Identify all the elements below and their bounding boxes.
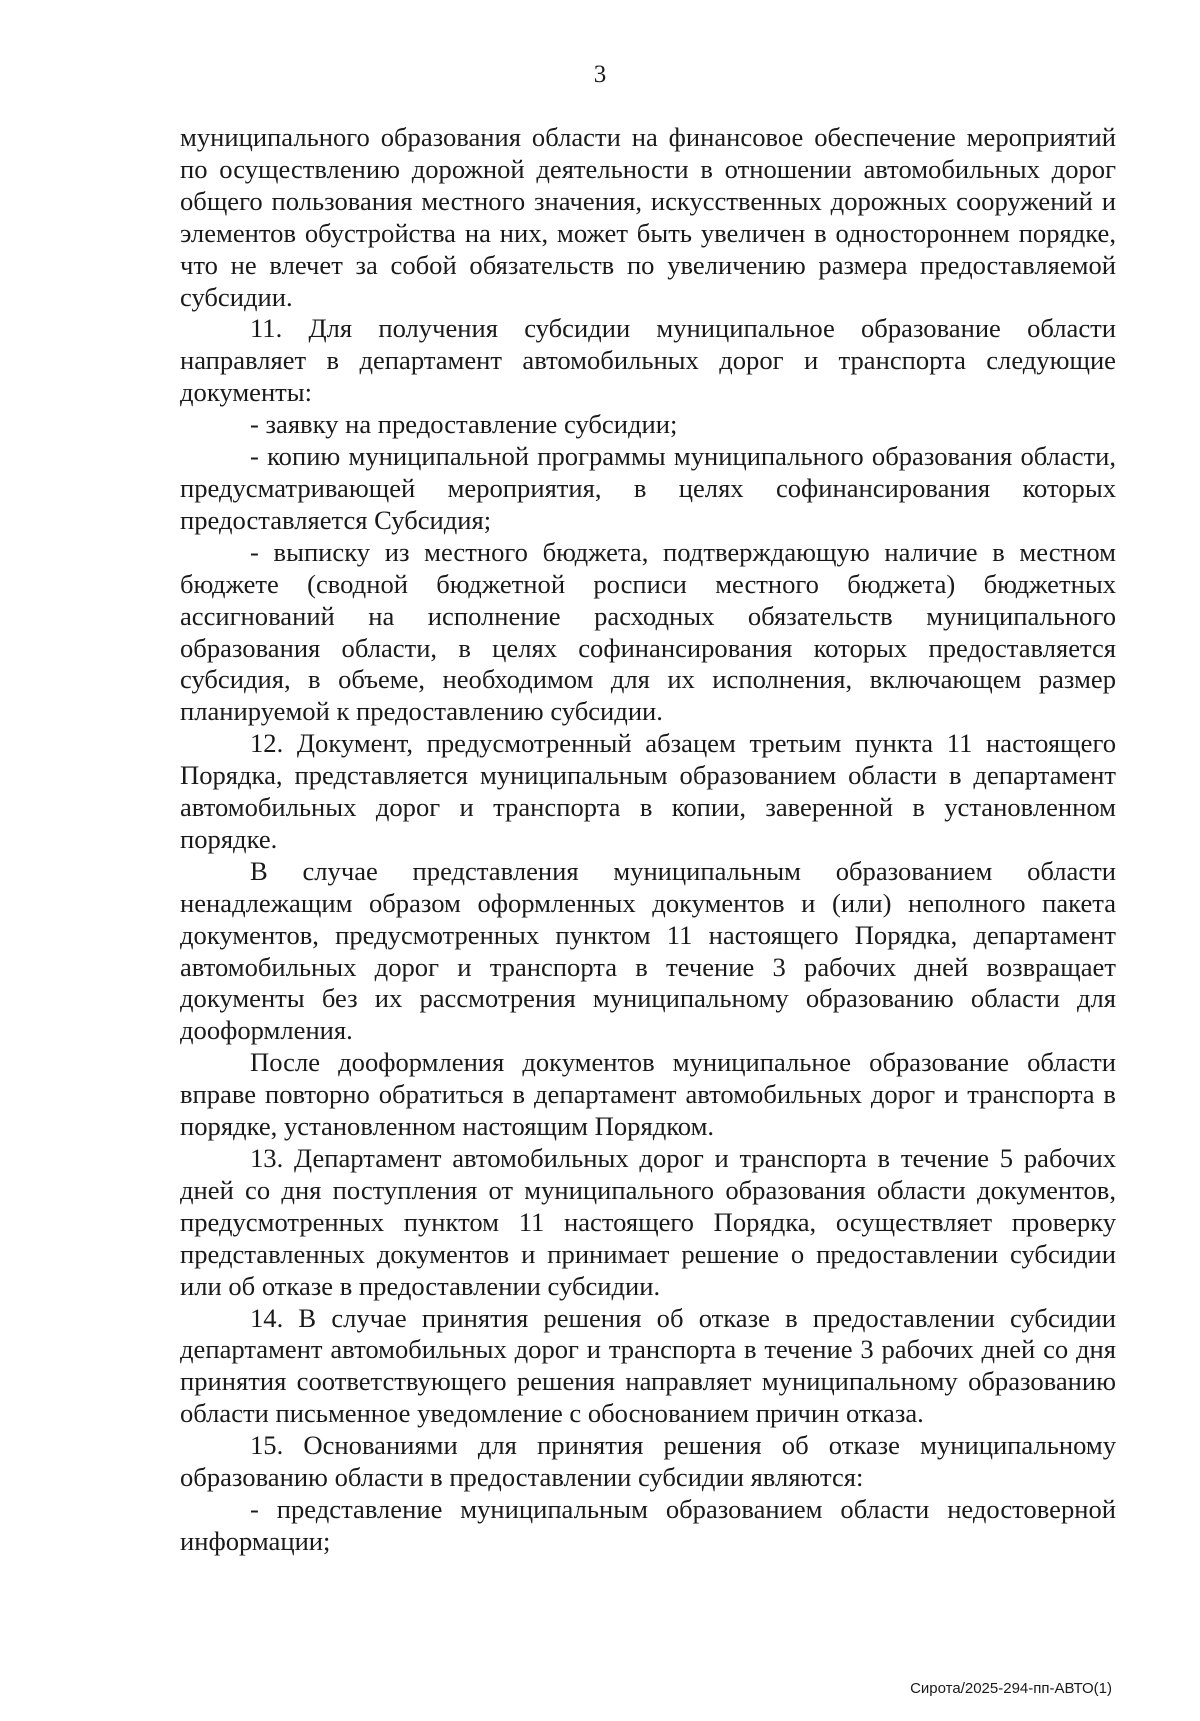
list-item-program-copy: - копию муниципальной программы муниципального образования области, предусматривающей мероприятия, в целях софинансирования которых предоставляется Субсидия; bbox=[180, 441, 1116, 535]
paragraph-item-11: 11. Для получения субсидии муниципальное образование области направляет в департамент автомобильных дорог и транспорта следующие документы: bbox=[180, 313, 1116, 408]
paragraph-item-13: 13. Департамент автомобильных дорог и транспорта в течение 5 рабочих дней со дня поступления от муниципального образования области документов, предусмотренных пунктом 11 настоящего Порядка, осуществляет проверку представленных документов и принимает решение о предоставлении субсидии или об отказе в предоставлении субсидии. bbox=[180, 1143, 1116, 1301]
paragraph-item-12: 12. Документ, предусмотренный абзацем третьим пункта 11 настоящего Порядка, представляется муниципальным образованием области в департамент автомобильных дорог и транспорта в копии, заверенной в установленном порядке. bbox=[180, 728, 1116, 854]
list-item-false-information: - представление муниципальным образованием области недостоверной информации; bbox=[180, 1493, 1116, 1556]
page-number: 3 bbox=[593, 61, 607, 88]
paragraph-item-15: 15. Основаниями для принятия решения об отказе муниципальному образованию области в предоставлении субсидии являются: bbox=[180, 1430, 1116, 1493]
list-item-budget-extract: - выписку из местного бюджета, подтверждающую наличие в местном бюджете (сводной бюджетной росписи местного бюджета) бюджетных ассигнований на исполнение расходных обязательств муниципального образования области, в целях софинансирования которых предоставляется субсидия, в объеме, необходимом для их исполнения, включающем размер планируемой к предоставлению субсидии. bbox=[180, 536, 1116, 727]
list-item-application: - заявку на предоставление субсидии; bbox=[250, 409, 678, 440]
document-body bbox=[180, 122, 1116, 1558]
document-footer-code: Сирота/2025-294-пп-АВТО(1) bbox=[910, 1680, 1112, 1697]
paragraph-documents-return: В случае представления муниципальным образованием области ненадлежащим образом оформленных документов и (или) неполного пакета документов, предусмотренных пунктом 11 настоящего Порядка, департамент автомобильных дорог и транспорта в течение 3 рабочих дней возвращает документы без их рассмотрения муниципальному образованию области для дооформления. bbox=[180, 855, 1116, 1046]
paragraph-resubmission: После дооформления документов муниципальное образование области вправе повторно обратиться в департамент автомобильных дорог и транспорта в порядке, установленном настоящим Порядком. bbox=[180, 1047, 1116, 1142]
paragraph-continuation: муниципального образования области на финансовое обеспечение мероприятий по осуществлению дорожной деятельности в отношении автомобильных дорог общего пользования местного значения, искусственных дорожных сооружений и элементов обустройства на них, может быть увеличен в одностороннем порядке, что не влечет за собой обязательств по увеличению размера предоставляемой субсидии. bbox=[180, 122, 1116, 312]
paragraph-item-14: 14. В случае принятия решения об отказе в предоставлении субсидии департамент автомобильных дорог и транспорта в течение 3 рабочих дней со дня принятия соответствующего решения направляет муниципальному образованию области письменное уведомление с обоснованием причин отказа. bbox=[180, 1302, 1116, 1429]
